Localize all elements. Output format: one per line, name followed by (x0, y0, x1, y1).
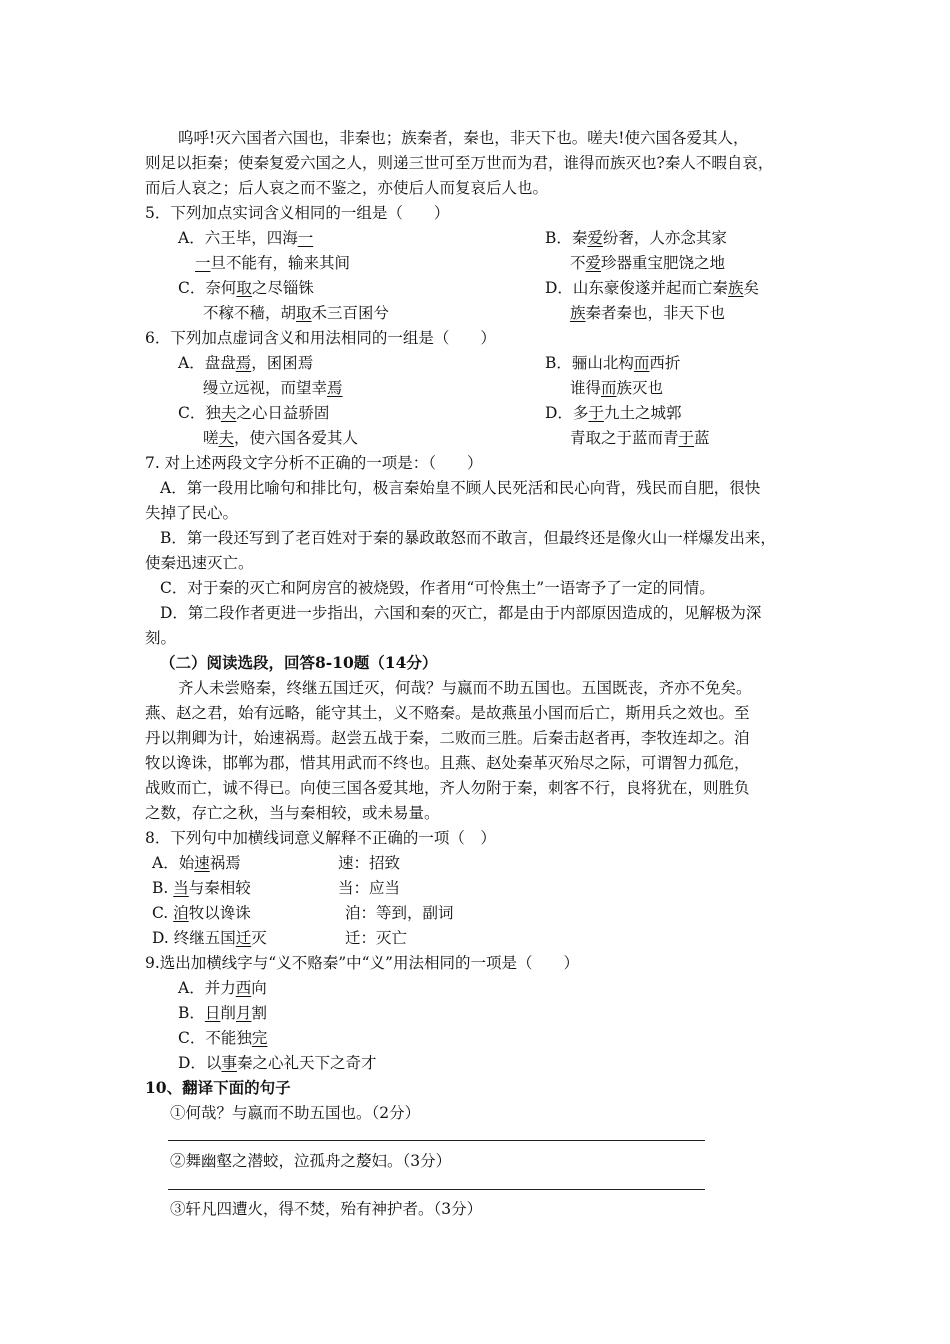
q8-option-b-explanation: 当：应当 (338, 879, 401, 897)
q7-option-a-line1: A．第一段用比喻句和排比句，极言秦始皇不顾人民死活和民心向背，残民而自肥，很快 (160, 479, 761, 497)
passage2-line-6: 之数，存亡之秋，当与秦相较，或未易量。 (145, 804, 440, 822)
q6-option-d-line1: D．多于九土之城郭 (545, 404, 682, 422)
passage2-line-3: 丹以荆卿为计，始速祸焉。赵尝五战于秦，二败而三胜。后秦击赵者再，李牧连却之。洎 (145, 729, 750, 747)
q9-option-c: C．不能独完 (178, 1029, 268, 1047)
q10-answer-line-2 (168, 1189, 705, 1190)
q6-stem: 6．下列加点虚词含义和用法相同的一组是（ ） (145, 329, 496, 347)
q6-option-c-line2: 嗟夫，使六国各爱其人 (203, 429, 359, 447)
q8-option-d: D. 终继五国迁灭 (152, 929, 267, 947)
q10-item-3: ③轩凡四遭火，得不焚，殆有神护者。（3分） (170, 1200, 483, 1218)
q10-stem: 10、翻译下面的句子 (145, 1078, 291, 1097)
q9-option-a: A．并力西向 (178, 979, 267, 997)
passage1-line-3: 而后人哀之；后人哀之而不鉴之，亦使后人而复哀后人也。 (145, 179, 549, 197)
q7-stem: 7. 对上述两段文字分析不正确的一项是：（ ） (145, 454, 483, 472)
q6-option-d-line2: 青取之于蓝而青于蓝 (570, 429, 710, 447)
q5-option-a-line2: 一旦不能有，输来其间 (195, 254, 351, 272)
q6-option-a-line1: A．盘盘焉，囷囷焉 (178, 354, 314, 372)
q10-answer-line-1 (168, 1140, 705, 1141)
q7-option-a-line2: 失掉了民心。 (145, 504, 239, 522)
q5-option-c-line1: C．奈何取之尽锱铢 (178, 279, 314, 297)
q7-option-c: C．对于秦的灭亡和阿房宫的被烧毁，作者用“可怜焦土”一语寄予了一定的同情。 (160, 579, 715, 597)
q10-item-2: ②舞幽壑之潜蛟，泣孤舟之嫠妇。（3分） (170, 1152, 452, 1170)
q5-option-d-line1: D．山东豪俊遂并起而亡秦族矣 (545, 279, 759, 297)
q7-option-b-line1: B．第一段还写到了老百姓对于秦的暴政敢怒而不敢言，但最终还是像火山一样爆发出来， (160, 529, 776, 547)
q9-option-d: D．以事秦之心礼天下之奇才 (178, 1054, 377, 1072)
q5-option-b-line1: B．秦爱纷奢，人亦念其家 (545, 229, 727, 247)
q5-option-c-line2: 不稼不穑，胡取禾三百囷兮 (203, 304, 390, 322)
passage2-line-2: 燕、赵之君，始有远略，能守其土，义不赂秦。是故燕虽小国而后亡，斯用兵之效也。至 (145, 704, 750, 722)
passage1-line-1: 呜呼!灭六国者六国也，非秦也；族秦者，秦也，非天下也。嗟夫!使六国各爱其人， (178, 129, 749, 147)
q8-stem: 8．下列句中加横线词意义解释不正确的一项（ ） (145, 829, 496, 847)
section2-title: （二）阅读选段，回答8-10题（14分） (160, 653, 438, 672)
q8-option-c: C. 洎牧以谗诛 (152, 904, 251, 922)
q7-option-b-line2: 使秦迅速灭亡。 (145, 554, 254, 572)
q9-stem: 9.选出加横线字与“义不赂秦”中“义”用法相同的一项是（ ） (145, 954, 579, 972)
q8-option-d-explanation: 迁：灭亡 (345, 929, 408, 947)
q5-option-a-line1: A．六王毕，四海一 (178, 229, 314, 247)
q8-option-a-explanation: 速：招致 (338, 854, 401, 872)
q5-option-b-line2: 不爱珍器重宝肥饶之地 (570, 254, 726, 272)
passage2-line-4: 牧以谗诛，邯郸为郡，惜其用武而不终也。且燕、赵处秦革灭殆尽之际，可谓智力孤危， (145, 754, 750, 772)
q8-option-b: B. 当与秦相较 (152, 879, 251, 897)
passage2-line-1: 齐人未尝赂秦，终继五国迁灭，何哉？与嬴而不助五国也。五国既丧，齐亦不免矣。 (178, 679, 752, 697)
passage1-line-2: 则足以拒秦；使秦复爱六国之人，则递三世可至万世而为君，谁得而族灭也?秦人不暇自哀， (145, 154, 774, 172)
q6-option-b-line1: B．骊山北构而西折 (545, 354, 681, 372)
q6-option-c-line1: C．独夫之心日益骄固 (178, 404, 330, 422)
passage2-line-5: 战败而亡，诚不得已。向使三国各爱其地，齐人勿附于秦，刺客不行，良将犹在，则胜负 (145, 779, 750, 797)
q5-option-d-line2: 族秦者秦也，非天下也 (570, 304, 726, 322)
q6-option-b-line2: 谁得而族灭也 (570, 379, 664, 397)
q6-option-a-line2: 缦立远视，而望幸焉 (203, 379, 343, 397)
q8-option-c-explanation: 洎：等到，副词 (345, 904, 454, 922)
q7-option-d-line2: 刻。 (145, 629, 177, 647)
q5-stem: 5．下列加点实词含义相同的一组是（ ） (145, 204, 450, 222)
q8-option-a: A．始速祸焉 (152, 854, 241, 872)
q9-option-b: B．日削月割 (178, 1004, 267, 1022)
q10-item-1: ①何哉？与嬴而不助五国也。（2分） (170, 1104, 421, 1122)
q7-option-d-line1: D．第二段作者更进一步指出，六国和秦的灭亡，都是由于内部原因造成的，见解极为深 (160, 604, 762, 622)
